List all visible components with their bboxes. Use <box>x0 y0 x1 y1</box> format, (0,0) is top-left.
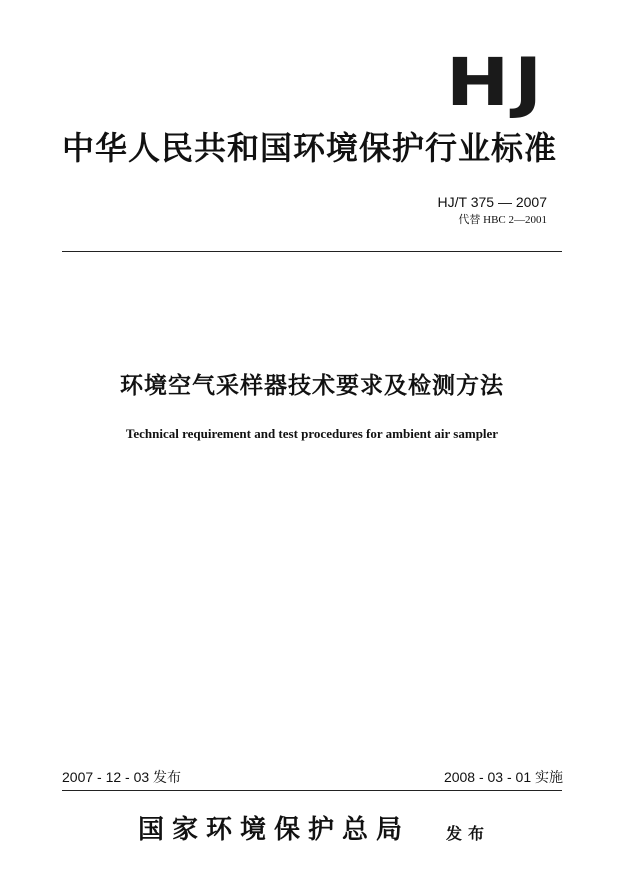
issued-label: 发布 <box>446 824 491 843</box>
standard-number: HJ/T 375 — 2007 <box>437 194 547 210</box>
document-title-english: Technical requirement and test procedures for ambient air sampler <box>125 426 499 441</box>
replaces-note: 代替 HBC 2—2001 <box>458 214 547 226</box>
document-title-chinese: 环境空气采样器技术要求及检测方法 <box>120 373 504 399</box>
issue-date: 2007 - 12 - 03 发布 <box>62 769 182 785</box>
hj-logo: HJ <box>446 44 547 121</box>
top-divider <box>62 251 562 252</box>
bottom-divider <box>62 790 562 791</box>
implementation-date: 2008 - 03 - 01 实施 <box>443 769 563 785</box>
standard-category-title: 中华人民共和国环境保护行业标准 <box>62 129 558 167</box>
issuing-authority: 国家环境保护总局 <box>138 815 411 845</box>
